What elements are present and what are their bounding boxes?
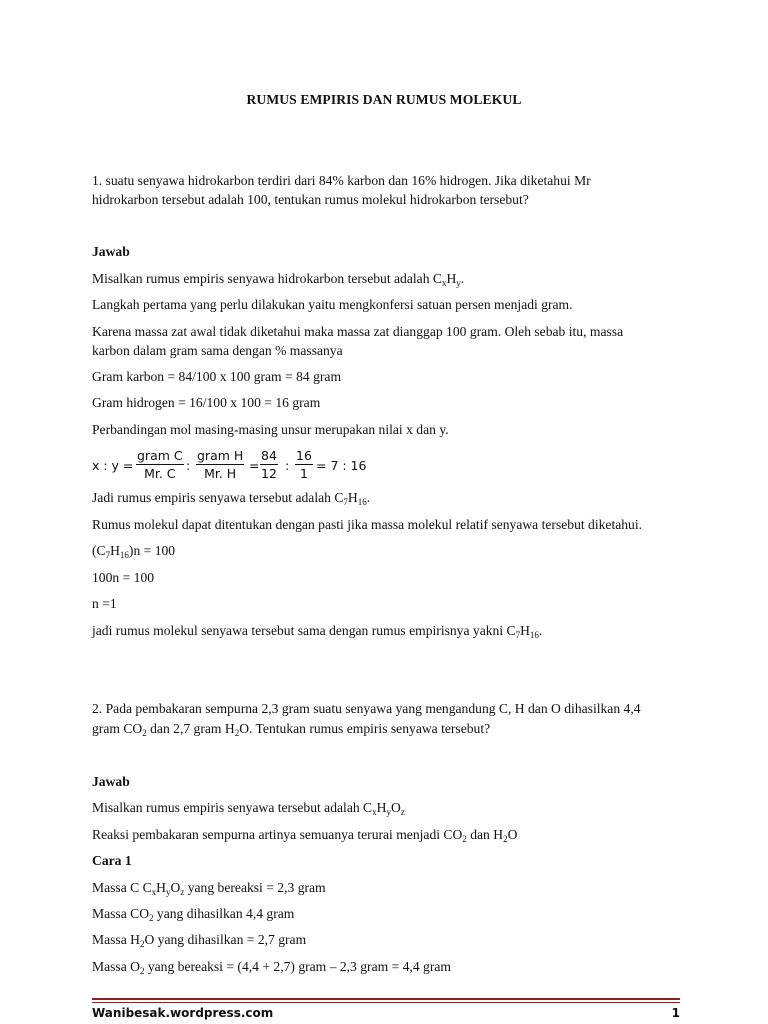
q1-equation-n-result: n =1 xyxy=(92,596,117,611)
footer-site-name: Wanibesak.wordpress.com xyxy=(92,1006,274,1020)
footer-divider-thin xyxy=(92,1002,680,1003)
eq-fraction-h: gram H Mr. H xyxy=(197,448,244,481)
q2-massa-co2: Massa $CO_2$ yang dihasilkan 4,4 gram xyxy=(92,906,295,923)
q1-gram-karbon: Gram karbon = 84/100 x 100 gram = 84 gram xyxy=(92,369,342,384)
q1-paragraph-2: Langkah pertama yang perlu dilakukan yaitu mengkonfersi satuan persen menjadi gram. xyxy=(92,297,573,312)
footer-page-number: 1 xyxy=(671,1006,680,1020)
q2-cara-heading: Cara 1 xyxy=(92,853,132,868)
eq-separator-1: : xyxy=(186,458,191,473)
eq-separator-2: : xyxy=(285,458,290,473)
q2-massa-c: Massa C $C_xH_yO_z$ yang bereaksi = 2,3 gram xyxy=(92,880,326,897)
q2-text-line-2: gram $CO_2$ dan 2,7 gram $H_2O$. Tentukan rumus empiris senyawa tersebut? xyxy=(92,721,491,738)
footer-divider-thick xyxy=(92,998,680,1000)
q1-paragraph-1: Misalkan rumus empiris senyawa hidrokarbon tersebut adalah $C_xH_y$. xyxy=(92,271,465,288)
q2-massa-h2o: Massa $H_2O$ yang dihasilkan = 2,7 gram xyxy=(92,932,307,949)
eq-fraction-16-1: $\frac{16}{1}$ xyxy=(296,448,312,481)
q2-text-line-1: 2. Pada pembakaran sempurna 2,3 gram suatu senyawa yang mengandung C, H dan O dihasilkan 4,4 xyxy=(92,701,641,716)
q1-equation-100n: 100n = 100 xyxy=(92,570,155,585)
q1-text-line-2: hidrokarbon tersebut adalah 100, tentukan rumus molekul hidrokarbon tersebut? xyxy=(92,192,529,207)
q1-empirical-formula: Jadi rumus empiris senyawa tersebut adalah $C_7H_{16}$. xyxy=(92,490,371,507)
q1-paragraph-3a: Karena massa zat awal tidak diketahui maka massa zat dianggap 100 gram. Oleh sebab itu, massa xyxy=(92,324,624,339)
q1-conclusion: jadi rumus molekul senyawa tersebut sama dengan rumus empirisnya yakni $C_7H_{16}$. xyxy=(92,623,543,640)
eq-fraction-84-12: $\frac{84}{12}$ xyxy=(261,448,277,481)
q1-text-line-1: 1. suatu senyawa hidrokarbon terdiri dari 84% karbon dan 16% hidrogen. Jika diketahui Mr xyxy=(92,173,591,188)
eq-lhs: x : y = xyxy=(92,458,134,473)
q2-paragraph-2: Reaksi pembakaran sempurna artinya semuanya terurai menjadi $CO_2$ dan $H_2O$ xyxy=(92,827,518,844)
eq-result: = 7 : 16 xyxy=(316,458,367,473)
page-title: RUMUS EMPIRIS DAN RUMUS MOLEKUL xyxy=(246,92,522,107)
q2-massa-o2: Massa $O_2$ yang bereaksi = (4,4 + 2,7) gram – 2,3 gram = 4,4 gram xyxy=(92,959,451,976)
eq-fraction-c: gram C Mr. C xyxy=(137,448,183,481)
q2-jawab-heading: Jawab xyxy=(92,774,130,789)
q1-perbandingan-mol: Perbandingan mol masing-masing unsur merupakan nilai x dan y. xyxy=(92,422,449,437)
q2-paragraph-1: Misalkan rumus empiris senyawa tersebut adalah $C_xH_yO_z$ xyxy=(92,800,405,817)
q1-jawab-heading: Jawab xyxy=(92,244,130,259)
eq-equals: = xyxy=(249,458,260,473)
q1-paragraph-8: Rumus molekul dapat ditentukan dengan pasti jika massa molekul relatif senyawa tersebut diketahui. xyxy=(92,517,643,532)
q1-equation-n: $(C_7H_{16})n = 100$ xyxy=(92,543,176,560)
q1-paragraph-3b: karbon dalam gram sama dengan % massanya xyxy=(92,343,343,358)
q1-gram-hidrogen: Gram hidrogen = 16/100 x 100 = 16 gram xyxy=(92,395,321,410)
